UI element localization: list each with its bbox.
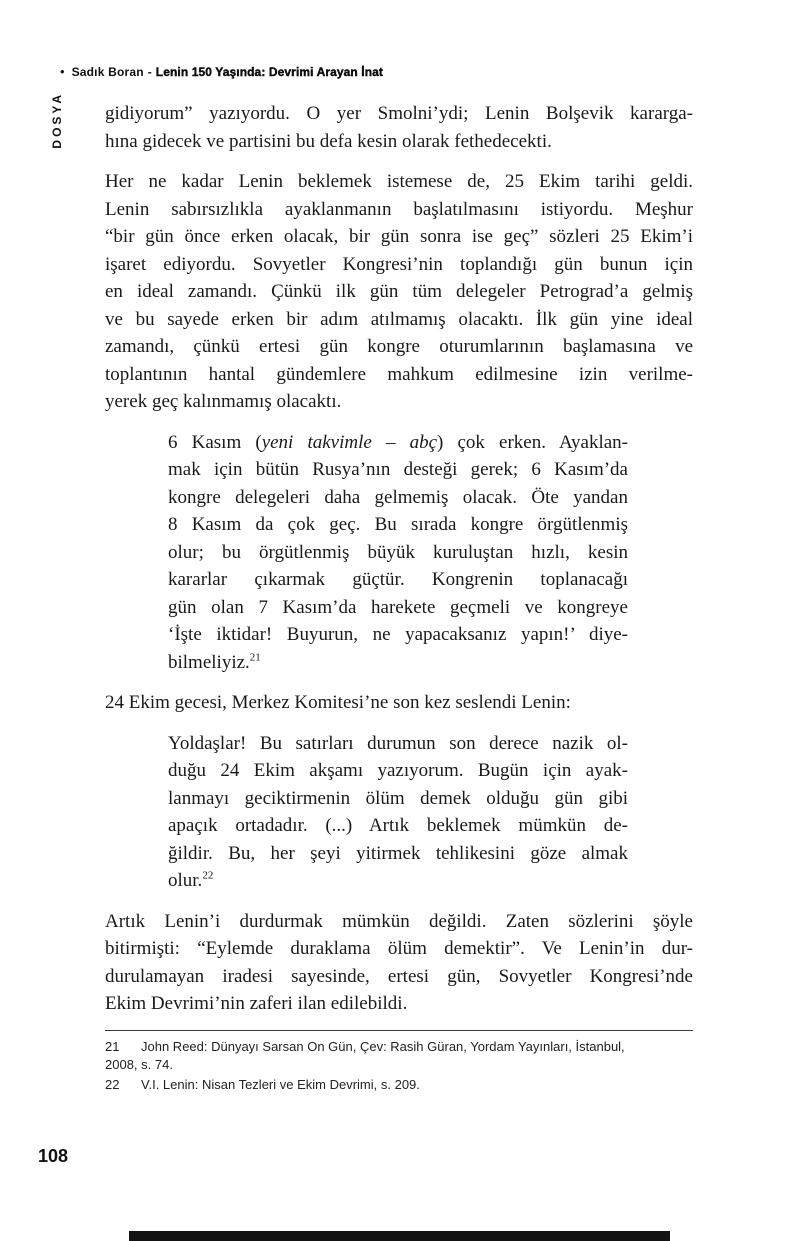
text-line (105, 361, 693, 389)
text-segment: 2008, s. 74. (105, 1057, 173, 1072)
text-segment: ve bu sayede erken bir adım atılmamış olacaktı. İlk gün yine ideal (105, 308, 693, 330)
text-line (168, 867, 628, 895)
text-segment: Artık Lenin’i durdurmak mümkün değildi. Zaten sözlerini şöyle (105, 910, 693, 932)
text-line (105, 908, 693, 936)
text-segment: mak için bütün Rusya’nın desteği gerek; 6 Kasım’da (168, 459, 628, 480)
text-segment: Lenin sabırsızlıkla ayaklanmanın başlatılmasını istiyordu. Meşhur (105, 198, 693, 220)
text-line (105, 128, 693, 156)
text-line (168, 429, 628, 457)
body-text (105, 100, 693, 1018)
text-line (168, 456, 628, 484)
text-segment: olur; bu örgütlenmiş büyük kuruluştan hızlı, kesin (168, 541, 628, 563)
text-segment: Ekim Devrimi’nin zaferi ilan edilebildi. (105, 993, 408, 1014)
text-line (105, 689, 693, 717)
bottom-black-bar (129, 1231, 670, 1241)
footnote-block (105, 1038, 693, 1074)
page-number: 108 (38, 1146, 69, 1166)
text-line (168, 757, 628, 785)
text-line (105, 388, 693, 416)
text-line (105, 223, 693, 251)
text-segment: 24 Ekim gecesi, Merkez Komitesi’ne son kez seslendi Lenin: (105, 692, 571, 713)
text-line (105, 168, 693, 196)
text-segment: Her ne kadar Lenin beklemek istemese de, 25 Ekim tarihi geldi. (105, 171, 693, 192)
text-line (168, 840, 628, 868)
text-segment: gün olan 7 Kasım’da harekete geçmeli ve kongreye (168, 596, 628, 618)
footnote-reference: 22 (202, 869, 214, 882)
text-segment: ‘İşte iktidar! Buyurun, ne yapacaksanız yapın!’ diye- (168, 624, 628, 645)
text-segment: ğildir. Bu, her şeyi yitirmek tehlikesini göze almak (168, 842, 628, 864)
text-line (105, 1056, 693, 1074)
text-line (105, 333, 693, 361)
header-author: Sadık Boran (71, 65, 144, 79)
header-book-title: Lenin 150 Yaşında: Devrimi Arayan İnat (155, 65, 384, 79)
footnotes (105, 1038, 693, 1094)
text-line (168, 511, 628, 539)
text-segment: V.I. Lenin: Nisan Tezleri ve Ekim Devrimi, s. 209. (141, 1077, 420, 1092)
text-segment: 6 Kasım ( (168, 431, 262, 453)
header-separator: - (147, 65, 152, 79)
text-segment: bitirmişti: “Eylemde duraklama ölüm demektir”. Ve Lenin’in dur- (105, 938, 693, 959)
bullet-icon: • (60, 64, 65, 79)
paragraph-block (105, 100, 693, 155)
footnote-rule (105, 1030, 693, 1031)
text-line (105, 306, 693, 334)
text-segment: gidiyorum” yazıyordu. O yer Smolni’ydi; Lenin Bolşevik kararga- (105, 103, 693, 124)
text-segment: duğu 24 Ekim akşamı yazıyorum. Bugün için ayak- (168, 760, 628, 781)
section-label-vertical: DOSYA (50, 92, 64, 149)
text-segment: lanmayı geciktirmenin ölüm demek olduğu gün gibi (168, 787, 628, 809)
quote-block (168, 730, 628, 895)
text-segment: Yoldaşlar! Bu satırları durumun son derece nazik ol- (168, 732, 628, 754)
text-line (105, 100, 693, 128)
text-segment: 8 Kasım da çok geç. Bu sırada kongre örgütlenmiş (168, 514, 628, 535)
text-line (105, 1076, 693, 1094)
paragraph-block (105, 689, 693, 717)
text-line (168, 649, 628, 677)
text-segment: hına gidecek ve partisini bu defa kesin olarak fethedecekti. (105, 130, 552, 152)
text-segment: kararlar çıkarmak güçtür. Kongrenin toplanacağı (168, 569, 628, 590)
text-segment: John Reed: Dünyayı Sarsan On Gün, Çev: Rasih Güran, Yordam Yayınları, İstanbul, (141, 1039, 625, 1054)
text-line (168, 539, 628, 567)
text-segment: ) çok erken. Ayaklan- (437, 431, 629, 453)
footnote-number: 22 (105, 1077, 120, 1092)
text-segment: yerek geç kalınmamış olacaktı. (105, 391, 342, 412)
paragraph-block (105, 168, 693, 416)
text-line (105, 935, 693, 963)
text-line (168, 785, 628, 813)
text-segment: apaçık ortadadır. (...) Artık beklemek mümkün de- (168, 815, 628, 836)
text-segment: işaret ediyordu. Sovyetler Kongresi’nin toplandığı gün bunun için (105, 253, 693, 275)
text-line (105, 1038, 693, 1056)
text-segment: zamandı, çünkü ertesi gün kongre oturumlarının başlamasına ve (105, 336, 693, 357)
text-segment: en ideal zamandı. Çünkü ilk gün tüm delegeler Petrograd’a gelmiş (105, 281, 693, 302)
paragraph-block (105, 908, 693, 1018)
footnote-reference: 21 (249, 651, 261, 664)
footnote-area (105, 1030, 693, 1096)
running-header (60, 64, 383, 79)
text-line (105, 196, 693, 224)
text-line (168, 566, 628, 594)
text-line (105, 278, 693, 306)
text-segment: toplantının hantal gündemlere mahkum edilmesine izin verilme- (105, 363, 693, 385)
text-segment: kongre delegeleri daha gelmemiş olacak. Öte yandan (168, 486, 628, 508)
text-line (168, 484, 628, 512)
text-segment: olur. (168, 870, 203, 891)
text-segment: bilmeliyiz. (168, 651, 250, 673)
text-line (105, 251, 693, 279)
footnote-number: 21 (105, 1039, 120, 1054)
text-line (105, 990, 693, 1018)
footnote-block (105, 1076, 693, 1094)
quote-block (168, 429, 628, 677)
text-segment: “bir gün önce erken olacak, bir gün sonra ise geç” sözleri 25 Ekim’i (105, 226, 693, 247)
text-segment: durulamayan iradesi sayesinde, ertesi gün, Sovyetler Kongresi’nde (105, 965, 693, 987)
text-line (168, 621, 628, 649)
text-segment: yeni takvimle – abç (261, 431, 438, 453)
text-line (168, 730, 628, 758)
text-line (168, 594, 628, 622)
text-line (168, 812, 628, 840)
text-line (105, 963, 693, 991)
